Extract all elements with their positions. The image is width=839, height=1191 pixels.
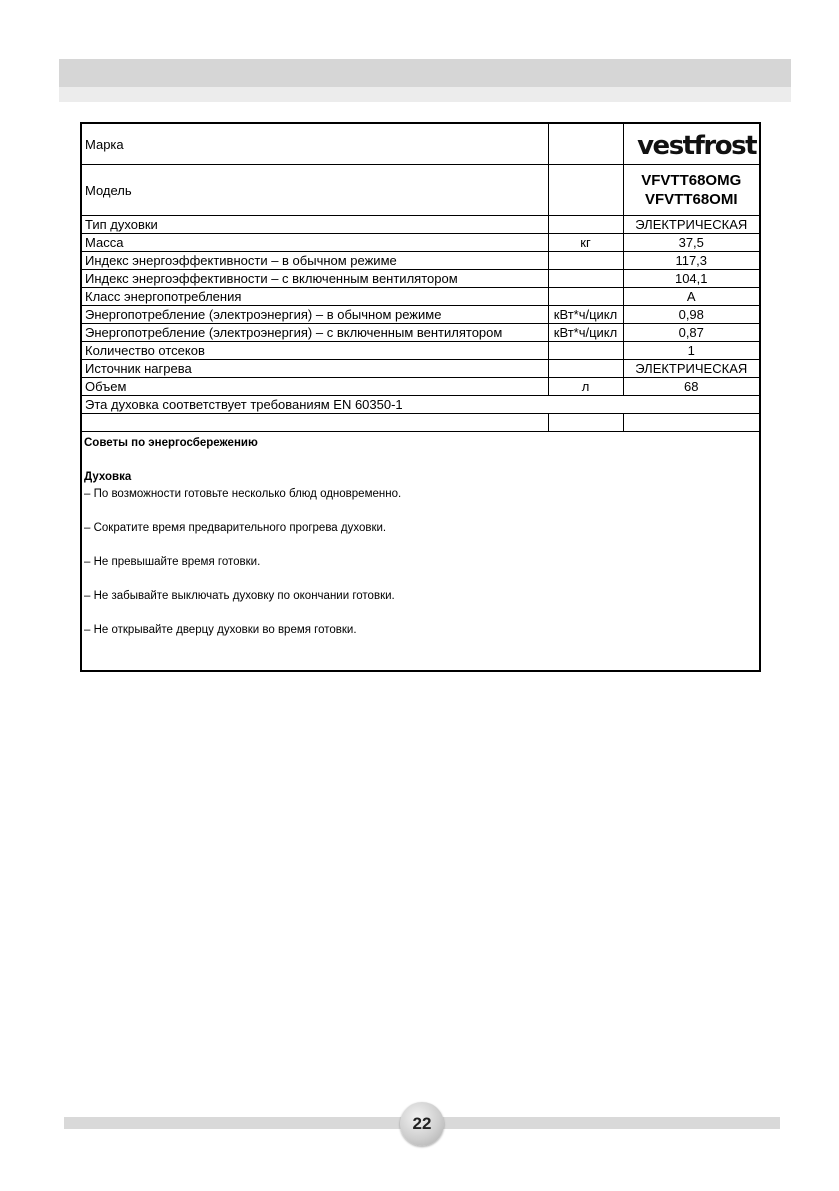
row-unit (548, 342, 623, 360)
table-row-volume (81, 378, 760, 396)
row-value: 37,5 (623, 234, 760, 252)
tip-item: – Не открывайте дверцу духовки во время готовки. (84, 624, 357, 636)
row-unit (548, 360, 623, 378)
table-row-oven-type (81, 216, 760, 234)
table-row-heat-source (81, 360, 760, 378)
row-value: 104,1 (623, 270, 760, 288)
row-label: Количество отсеков (81, 342, 548, 360)
row-value: ЭЛЕКТРИЧЕСКАЯ (623, 360, 760, 378)
row-label: Энергопотребление (электроэнергия) – с включенным вентилятором (81, 324, 548, 342)
empty-cell (548, 414, 623, 432)
table-row-mass (81, 234, 760, 252)
row-unit (548, 216, 623, 234)
row-unit (548, 123, 623, 165)
row-value: A (623, 288, 760, 306)
table-row-compliance (81, 396, 760, 414)
page-number: 22 (400, 1102, 444, 1146)
row-label: Источник нагрева (81, 360, 548, 378)
row-label: Тип духовки (81, 216, 548, 234)
table-row-eei-normal (81, 252, 760, 270)
row-unit: л (548, 378, 623, 396)
table-row-eei-fan (81, 270, 760, 288)
header-band (59, 59, 791, 87)
table-row-consumption-normal (81, 306, 760, 324)
brand-logo-cell (623, 123, 760, 165)
row-unit (548, 252, 623, 270)
model-name-2: VFVTT68OMI (644, 191, 738, 208)
table-row-energy-class (81, 288, 760, 306)
energy-saving-tips (81, 432, 760, 672)
row-unit (548, 270, 623, 288)
row-label: Марка (81, 123, 548, 165)
row-unit (548, 288, 623, 306)
header-band-lower (59, 87, 791, 102)
row-label: Энергопотребление (электроэнергия) – в обычном режиме (81, 306, 548, 324)
tip-item: – По возможности готовьте несколько блюд одновременно. (84, 488, 402, 500)
table-row-brand (81, 123, 760, 165)
empty-cell (623, 414, 760, 432)
row-label: Индекс энергоэффективности – с включенным вентилятором (81, 270, 548, 288)
tips-title: Советы по энергосбережению (84, 437, 258, 449)
compliance-statement: Эта духовка соответствует требованиям EN 60350-1 (81, 396, 760, 414)
tip-item: – Не забывайте выключать духовку по окончании готовки. (84, 590, 395, 602)
table-row-cavities (81, 342, 760, 360)
row-value: ЭЛЕКТРИЧЕСКАЯ (623, 216, 760, 234)
vestfrost-logo: vestfrost (637, 130, 756, 161)
table-row-tips (81, 432, 760, 672)
row-unit (548, 165, 623, 216)
row-value: 117,3 (623, 252, 760, 270)
row-unit: кг (548, 234, 623, 252)
empty-cell (81, 414, 548, 432)
tips-subtitle: Духовка (84, 471, 132, 483)
row-unit: кВт*ч/цикл (548, 324, 623, 342)
row-value: 1 (623, 342, 760, 360)
table-row-consumption-fan (81, 324, 760, 342)
row-value: 0,87 (623, 324, 760, 342)
row-value: 68 (623, 378, 760, 396)
product-spec-table (80, 122, 761, 672)
table-row-empty (81, 414, 760, 432)
tip-item: – Не превышайте время готовки. (84, 556, 261, 568)
row-label: Класс энергопотребления (81, 288, 548, 306)
model-name-1: VFVTT68OMG (641, 172, 742, 189)
row-value: 0,98 (623, 306, 760, 324)
row-label: Масса (81, 234, 548, 252)
model-value-cell (623, 165, 760, 216)
table-row-model (81, 165, 760, 216)
row-unit: кВт*ч/цикл (548, 306, 623, 324)
row-label: Модель (81, 165, 548, 216)
row-label: Индекс энергоэффективности – в обычном режиме (81, 252, 548, 270)
row-label: Объем (81, 378, 548, 396)
tip-item: – Сократите время предварительного прогрева духовки. (84, 522, 387, 534)
